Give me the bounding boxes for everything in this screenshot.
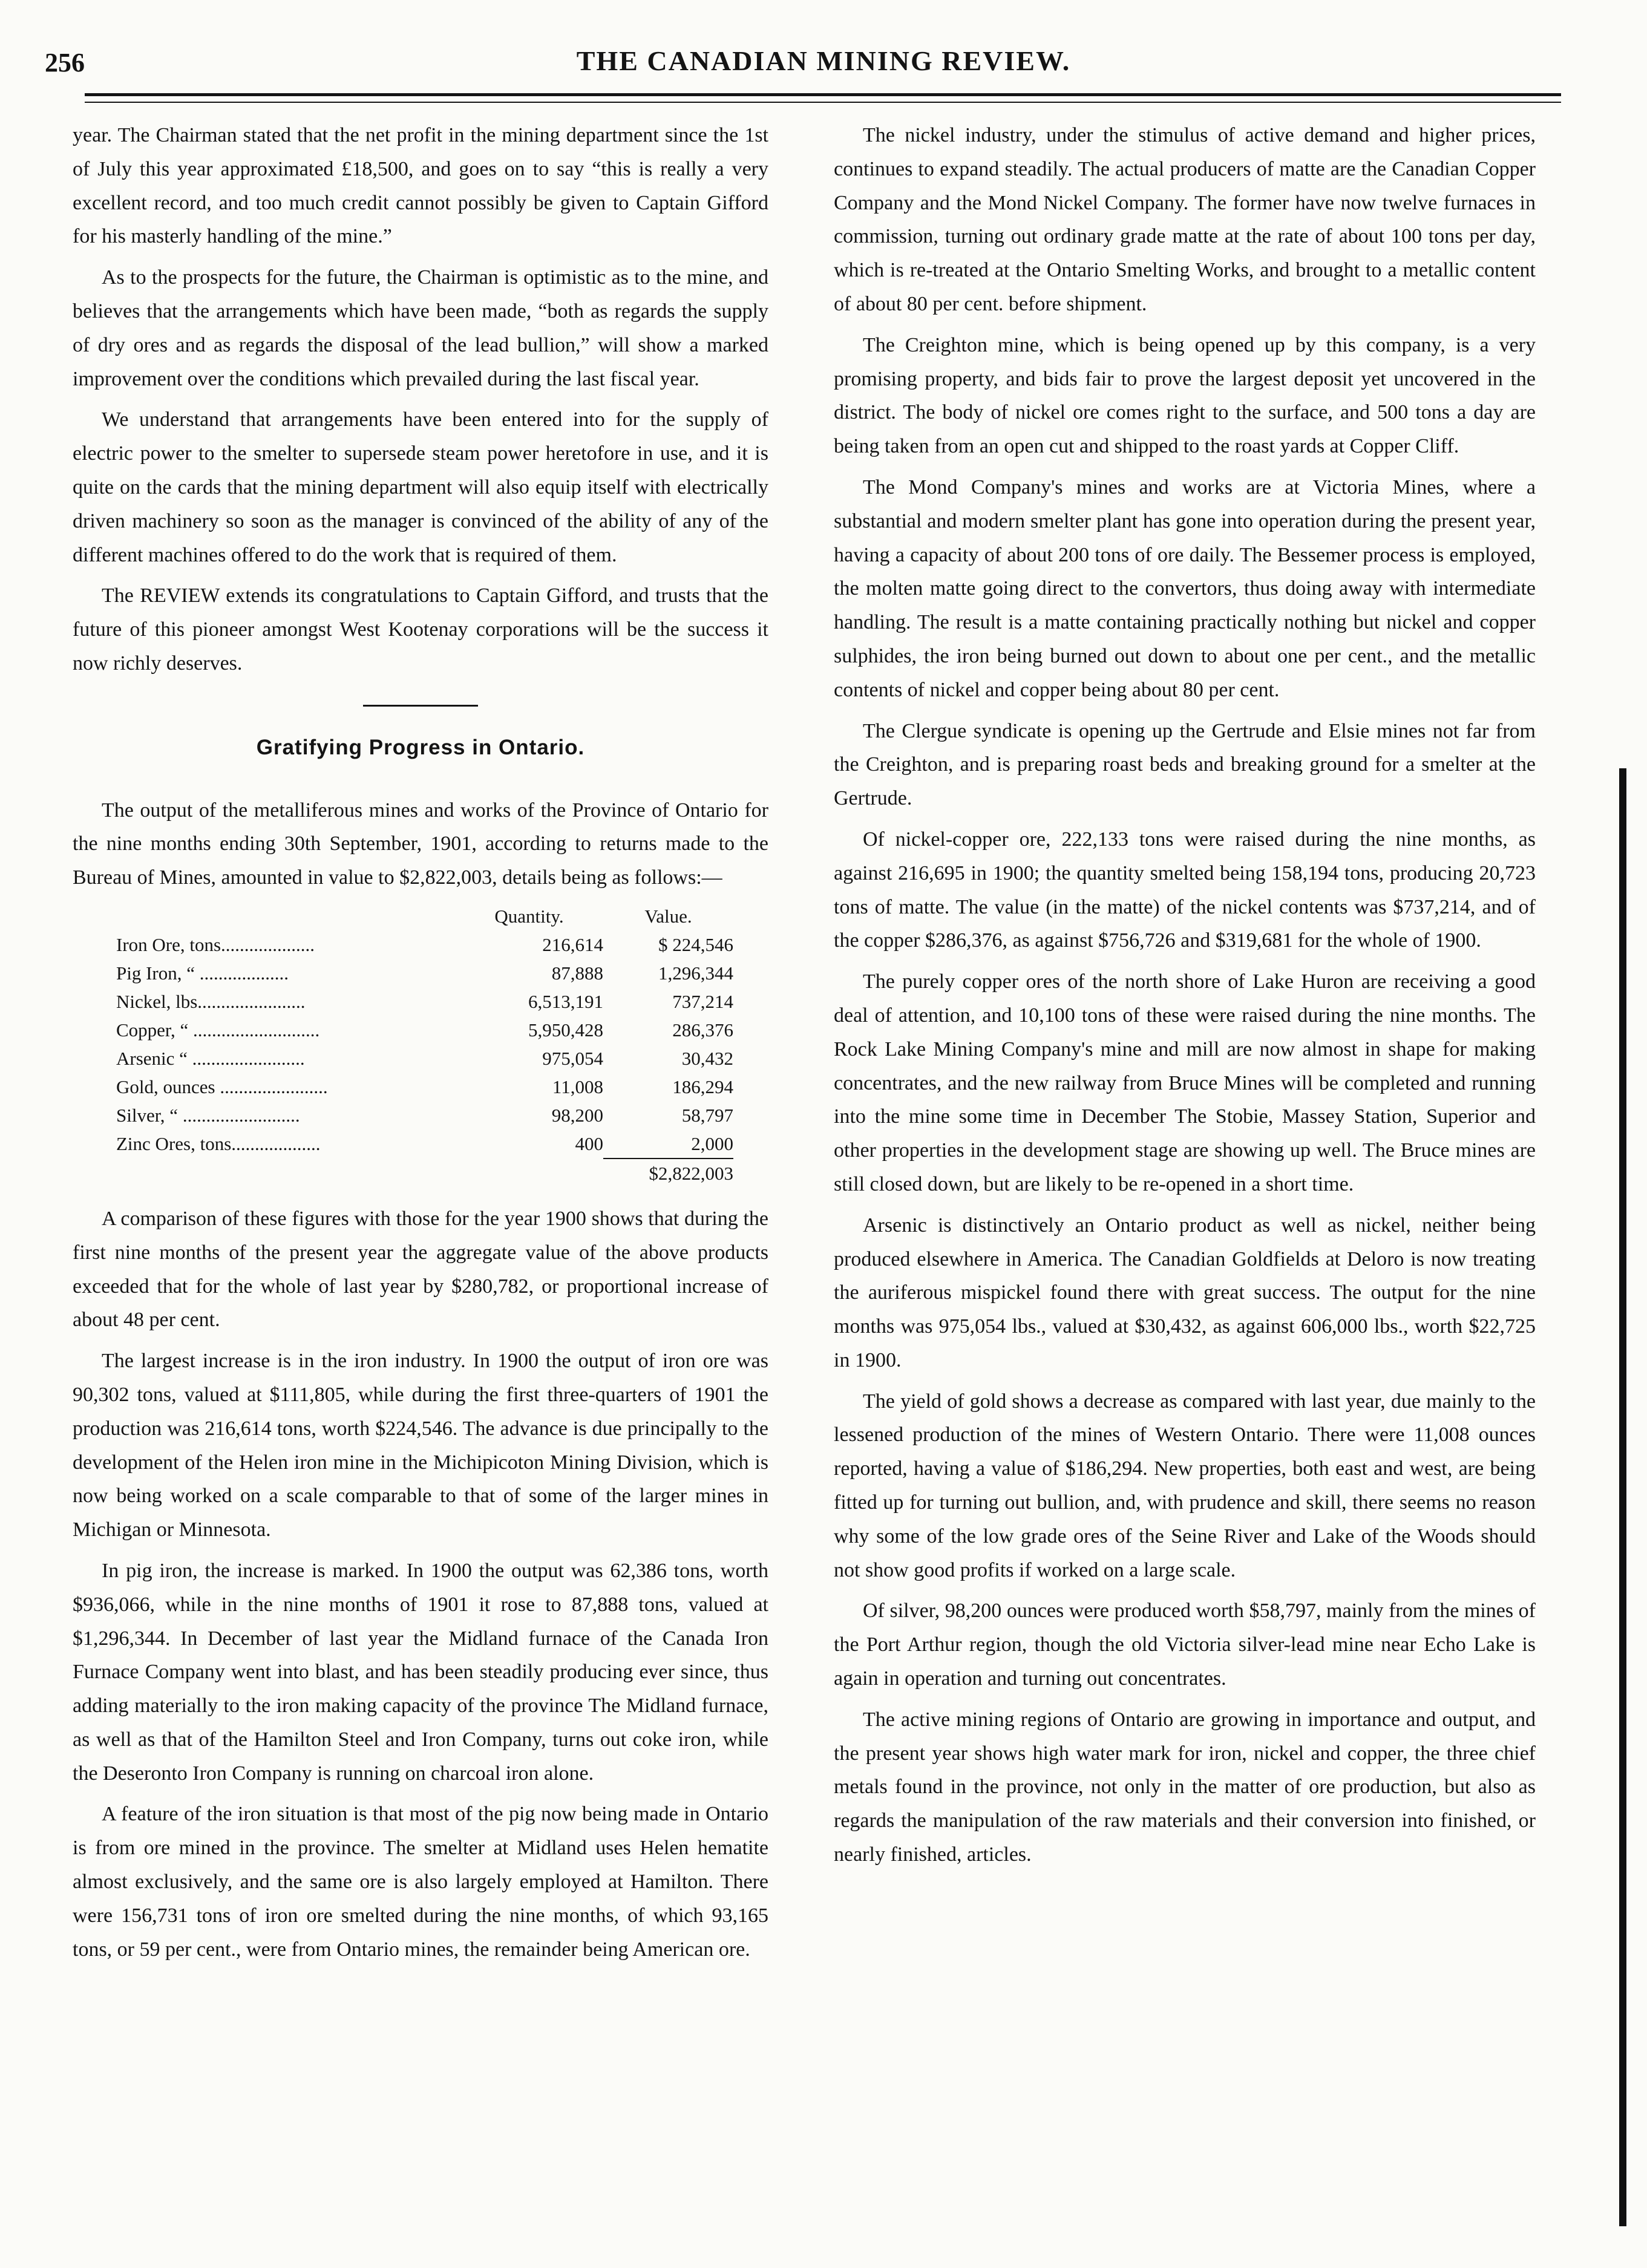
quantity-header: Quantity. bbox=[494, 905, 564, 927]
table-row bbox=[116, 1129, 733, 1159]
paragraph: The output of the metalliferous mines and works of the Province of Ontario for the nine months ending 30th September, 1901, according to returns made to the Bureau of Mines, amounted in value to $2,822,003, details being as follows:— bbox=[73, 799, 768, 889]
right-column bbox=[834, 119, 1536, 1879]
item-cell: Pig Iron, “ ................... bbox=[116, 962, 289, 984]
value-cell: 2,000 bbox=[691, 1132, 733, 1154]
table-row bbox=[116, 987, 733, 1016]
quantity-cell: 975,054 bbox=[542, 1047, 603, 1069]
scan-edge-bar bbox=[1619, 768, 1626, 2226]
total-quantity-cell bbox=[455, 1159, 603, 1188]
quantity-cell: 98,200 bbox=[551, 1104, 603, 1126]
item-cell: Arsenic “ ........................ bbox=[116, 1047, 305, 1069]
table-row bbox=[116, 1073, 733, 1101]
header-rule-thin bbox=[85, 102, 1561, 103]
section-divider bbox=[363, 705, 478, 707]
item-cell: Iron Ore, tons.................... bbox=[116, 933, 315, 955]
table-total-row bbox=[116, 1159, 733, 1188]
paragraph: The active mining regions of Ontario are growing in importance and output, and the present year shows high water mark for iron, nickel and copper, the three chief metals found in the province, not only in the matter of ore production, but also as regards the manipulation of the raw materials and their conversion into finished, or nearly finished, articles. bbox=[834, 1708, 1536, 1866]
item-cell: Copper, “ ........................... bbox=[116, 1019, 320, 1041]
paragraph: A comparison of these figures with those for the year 1900 shows that during the first nine months of the present year the aggregate value of the above products exceeded that for the whole of last year by $280,782, or proportional increase of about 48 per cent. bbox=[73, 1207, 768, 1332]
value-cell: 286,376 bbox=[672, 1019, 733, 1041]
paragraph: Arsenic is distinctively an Ontario product as well as nickel, neither being produced elsewhere in America. The Canadian Goldfields at Deloro is now treating the auriferous mispickel found there with great success. The output for the nine months was 975,054 lbs., valued at $30,432, as against 606,000 lbs., worth $22,725 in 1900. bbox=[834, 1214, 1536, 1371]
quantity-cell: 216,614 bbox=[542, 933, 603, 955]
item-header bbox=[116, 902, 455, 930]
value-header: Value. bbox=[644, 905, 692, 927]
quantity-cell: 400 bbox=[575, 1133, 603, 1155]
running-title: THE CANADIAN MINING REVIEW. bbox=[576, 45, 1071, 76]
paragraph: year. The Chairman stated that the net profit in the mining department since the 1st of July this year approximated £18,500, and goes on to say “this is really a very excellent record, and too much credit cannot possibly be given to Captain Gifford for his masterly handling of the mine.” bbox=[73, 124, 768, 248]
paragraph: We understand that arrangements have been entered into for the supply of electric power to the smelter to supersede steam power heretofore in use, and it is quite on the cards that the mining department will also equip itself with electrically driven machinery so soon as the manager is convinced of the ability of any of the different machines offered to do the work that is required of them. bbox=[73, 408, 768, 566]
paragraph: The largest increase is in the iron industry. In 1900 the output of iron ore was 90,302 tons, valued at $111,805, while during the first three-quarters of 1901 the production was 216,614 tons, worth $224,546. The advance is due principally to the development of the Helen iron mine in the Michipicoton Mining Division, which is now being worked on a scale comparable to that of some of the larger mines in Michigan or Minnesota. bbox=[73, 1350, 768, 1541]
quantity-cell: 5,950,428 bbox=[528, 1019, 603, 1041]
table-row bbox=[116, 1101, 733, 1129]
paragraph: Of nickel-copper ore, 222,133 tons were raised during the nine months, as against 216,695 in 1900; the quantity smelted being 158,194 tons, producing 20,723 tons of matte. The value (in the matte) of the nickel contents was $737,214, and of the copper $286,376, as against $756,726 and $319,681 for the whole of 1900. bbox=[834, 828, 1536, 952]
quantity-cell: 87,888 bbox=[551, 962, 603, 984]
table-row bbox=[116, 930, 733, 959]
value-cell: 737,214 bbox=[672, 990, 733, 1012]
paragraph: In pig iron, the increase is marked. In 1900 the output was 62,386 tons, worth $936,066, while in the nine months of 1901 it rose to 87,888 tons, valued at $1,296,344. In December of last year the Midland furnace of the Canada Iron Furnace Company went into blast, and has been steadily producing ever since, thus adding materially to the iron making capacity of the province The Midland furnace, as well as that of the Hamilton Steel and Iron Company, turns out coke iron, while the Deseronto Iron Company is running on charcoal iron alone. bbox=[73, 1559, 768, 1785]
value-cell: 58,797 bbox=[681, 1104, 733, 1126]
total-value-cell: $2,822,003 bbox=[603, 1159, 733, 1188]
table-row bbox=[116, 1044, 733, 1073]
page-number: 256 bbox=[45, 48, 85, 77]
table-row bbox=[116, 1016, 733, 1044]
paragraph: The yield of gold shows a decrease as compared with last year, due mainly to the lessened production of the mines of Western Ontario. There were 11,008 ounces reported, having a value of $186,294. New properties, both east and west, are being fitted up for turning out bullion, and, with prudence and skill, there seems no reason why some of the low grade ores of the Seine River and Lake of the Woods should not show good profits if worked on a large scale. bbox=[834, 1390, 1536, 1581]
value-cell: 186,294 bbox=[672, 1076, 733, 1097]
quantity-cell: 11,008 bbox=[552, 1076, 603, 1097]
quantity-cell: 6,513,191 bbox=[528, 990, 603, 1012]
value-cell: 30,432 bbox=[681, 1047, 733, 1069]
value-cell: 1,296,344 bbox=[658, 962, 733, 984]
item-cell: Silver, “ ......................... bbox=[116, 1104, 300, 1126]
section-title: Gratifying Progress in Ontario. bbox=[256, 735, 585, 759]
paragraph: A feature of the iron situation is that most of the pig now being made in Ontario is from ore mined in the province. The smelter at Midland uses Helen hematite almost exclusively, and the same ore is also largely employed at Hamilton. There were 156,731 tons of iron ore smelted during the nine months, of which 93,165 tons, or 59 per cent., were from Ontario mines, the remainder being American ore. bbox=[73, 1803, 768, 1961]
paragraph: The purely copper ores of the north shore of Lake Huron are receiving a good deal of attention, and 10,100 tons of these were raised during the nine months. The Rock Lake Mining Company's mine and mill are now almost in shape for making concentrates, and the new railway from Bruce Mines will be completed and running into the mine some time in December The Stobie, Massey Station, Superior and other properties in the development stage are showing up well. The Bruce mines are still closed down, but are likely to be re-opened in a short time. bbox=[834, 970, 1536, 1195]
item-cell: Nickel, lbs....................... bbox=[116, 990, 306, 1012]
table-header-row bbox=[116, 902, 733, 930]
paragraph: The Creighton mine, which is being opened up by this company, is a very promising property, and bids fair to prove the largest deposit yet uncovered in the district. The body of nickel ore comes right to the surface, and 500 tons a day are being taken from an open cut and shipped to the roast yards at Copper Cliff. bbox=[834, 333, 1536, 458]
paragraph: The Mond Company's mines and works are at Victoria Mines, where a substantial and modern smelter plant has gone into operation during the present year, having a capacity of about 200 tons of ore daily. The Bessemer process is employed, the molten matte going direct to the convertors, thus doing away with intermediate handling. The result is a matte containing practically nothing but nickel and copper sulphides, the iron being burned out down to about one per cent., and the metallic contents of nickel and copper being about 80 per cent. bbox=[834, 475, 1536, 701]
total-label-cell bbox=[116, 1159, 455, 1188]
paragraph: Of silver, 98,200 ounces were produced worth $58,797, mainly from the mines of the Port Arthur region, though the old Victoria silver-lead mine near Echo Lake is again in operation and turning out concentrates. bbox=[834, 1600, 1536, 1690]
item-cell: Zinc Ores, tons................... bbox=[116, 1133, 321, 1155]
value-cell: $ 224,546 bbox=[658, 933, 733, 955]
paragraph: The Clergue syndicate is opening up the Gertrude and Elsie mines not far from the Creighton, and is preparing roast beds and breaking ground for a smelter at the Gertrude. bbox=[834, 719, 1536, 810]
header-rule-thick bbox=[85, 93, 1561, 96]
paragraph: As to the prospects for the future, the Chairman is optimistic as to the mine, and believes that the arrangements which have been made, “both as regards the supply of dry ores and as regards the disposal of the lead bullion,” will show a marked improvement over the conditions which prevailed during the last fiscal year. bbox=[73, 266, 768, 390]
item-cell: Gold, ounces ....................... bbox=[116, 1076, 328, 1097]
left-column bbox=[73, 119, 768, 1973]
output-table bbox=[116, 902, 733, 1188]
paragraph: The REVIEW extends its congratulations to Captain Gifford, and trusts that the future of this pioneer amongst West Kootenay corporations will be the success it now richly deserves. bbox=[73, 584, 768, 675]
table-row bbox=[116, 959, 733, 987]
paragraph: The nickel industry, under the stimulus of active demand and higher prices, continues to expand steadily. The actual producers of matte are the Canadian Copper Company and the Mond Nickel Company. The former have now twelve furnaces in commission, turning out ordinary grade matte at the rate of about 100 tons per day, which is re-treated at the Ontario Smelting Works, and brought to a metallic content of about 80 per cent. before shipment. bbox=[834, 124, 1536, 315]
